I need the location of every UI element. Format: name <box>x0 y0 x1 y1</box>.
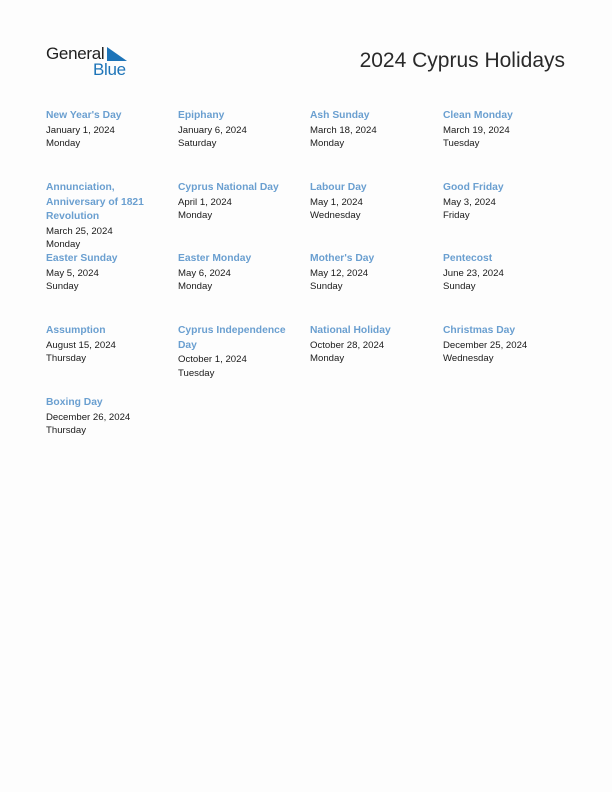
generalblue-logo <box>46 44 136 80</box>
holiday-name: Cyprus National Day <box>178 182 279 193</box>
holiday-weekday: Monday <box>310 138 345 150</box>
holiday-entry <box>310 109 435 151</box>
holiday-name: Labour Day <box>310 182 367 193</box>
holiday-name: Pentecost <box>443 253 493 264</box>
holiday-entry <box>178 181 303 223</box>
holiday-name: National Holiday <box>310 325 391 336</box>
holiday-entry <box>178 252 303 294</box>
holiday-weekday: Monday <box>46 239 81 251</box>
holiday-weekday: Thursday <box>46 425 86 437</box>
holiday-date: March 25, 2024 <box>46 225 113 237</box>
logo-triangle-icon <box>107 47 127 61</box>
holiday-date: October 1, 2024 <box>178 354 247 365</box>
holiday-weekday: Monday <box>46 138 81 150</box>
holiday-entry <box>178 324 298 381</box>
holiday-weekday: Saturday <box>178 138 217 150</box>
holiday-name: New Year's Day <box>46 110 122 121</box>
holiday-name: Cyprus Independence Day <box>178 325 286 351</box>
logo-text-blue: Blue <box>93 60 126 79</box>
holiday-name: Easter Monday <box>178 253 252 264</box>
holiday-entry <box>443 109 568 151</box>
holiday-entry <box>46 396 171 438</box>
holiday-name: Epiphany <box>178 110 225 121</box>
holiday-weekday: Monday <box>178 210 213 222</box>
holiday-weekday: Monday <box>310 353 345 365</box>
holiday-weekday: Sunday <box>310 281 343 293</box>
holiday-entry <box>310 252 435 294</box>
holiday-date: October 28, 2024 <box>310 339 385 351</box>
holiday-weekday: Tuesday <box>178 367 215 379</box>
holiday-date: May 1, 2024 <box>310 196 363 208</box>
holiday-entry <box>310 324 435 366</box>
holiday-name: Assumption <box>46 325 106 336</box>
holiday-date: August 15, 2024 <box>46 339 116 351</box>
holiday-date: March 19, 2024 <box>443 124 510 136</box>
holiday-date: June 23, 2024 <box>443 267 504 279</box>
holiday-entry <box>46 324 171 366</box>
holiday-name: Christmas Day <box>443 325 516 336</box>
holiday-entry <box>443 324 568 366</box>
holiday-date: March 18, 2024 <box>310 124 377 136</box>
holiday-entry <box>46 252 171 294</box>
holiday-name: Annunciation, Anniversary of 1821 Revolution <box>46 182 144 222</box>
holiday-entry <box>46 181 158 252</box>
holiday-name: Boxing Day <box>46 397 103 408</box>
holiday-date: April 1, 2024 <box>178 196 232 208</box>
holiday-entry <box>310 181 435 223</box>
holiday-name: Clean Monday <box>443 110 513 121</box>
holiday-entry <box>178 109 303 151</box>
holiday-name: Ash Sunday <box>310 110 370 121</box>
holiday-name: Easter Sunday <box>46 253 118 264</box>
holiday-weekday: Wednesday <box>443 353 494 365</box>
holiday-weekday: Monday <box>178 281 213 293</box>
holiday-weekday: Thursday <box>46 353 86 365</box>
holiday-weekday: Sunday <box>46 281 79 293</box>
holiday-name: Mother's Day <box>310 253 375 264</box>
holiday-weekday: Sunday <box>443 281 476 293</box>
holiday-date: December 25, 2024 <box>443 339 528 351</box>
holiday-weekday: Wednesday <box>310 210 361 222</box>
page-title: 2024 Cyprus Holidays <box>359 49 565 72</box>
holiday-name: Good Friday <box>443 182 504 193</box>
holiday-entry <box>443 181 568 223</box>
holiday-date: May 3, 2024 <box>443 196 496 208</box>
holiday-date: January 6, 2024 <box>178 124 247 136</box>
holiday-entry <box>443 252 568 294</box>
holiday-date: December 26, 2024 <box>46 411 131 423</box>
holiday-date: January 1, 2024 <box>46 124 115 136</box>
holiday-date: May 5, 2024 <box>46 267 99 279</box>
logo-text-general: General <box>46 44 105 63</box>
holiday-date: May 6, 2024 <box>178 267 231 279</box>
holiday-entry <box>46 109 171 151</box>
holiday-weekday: Tuesday <box>443 138 480 150</box>
holiday-date: May 12, 2024 <box>310 267 369 279</box>
holiday-weekday: Friday <box>443 210 470 222</box>
